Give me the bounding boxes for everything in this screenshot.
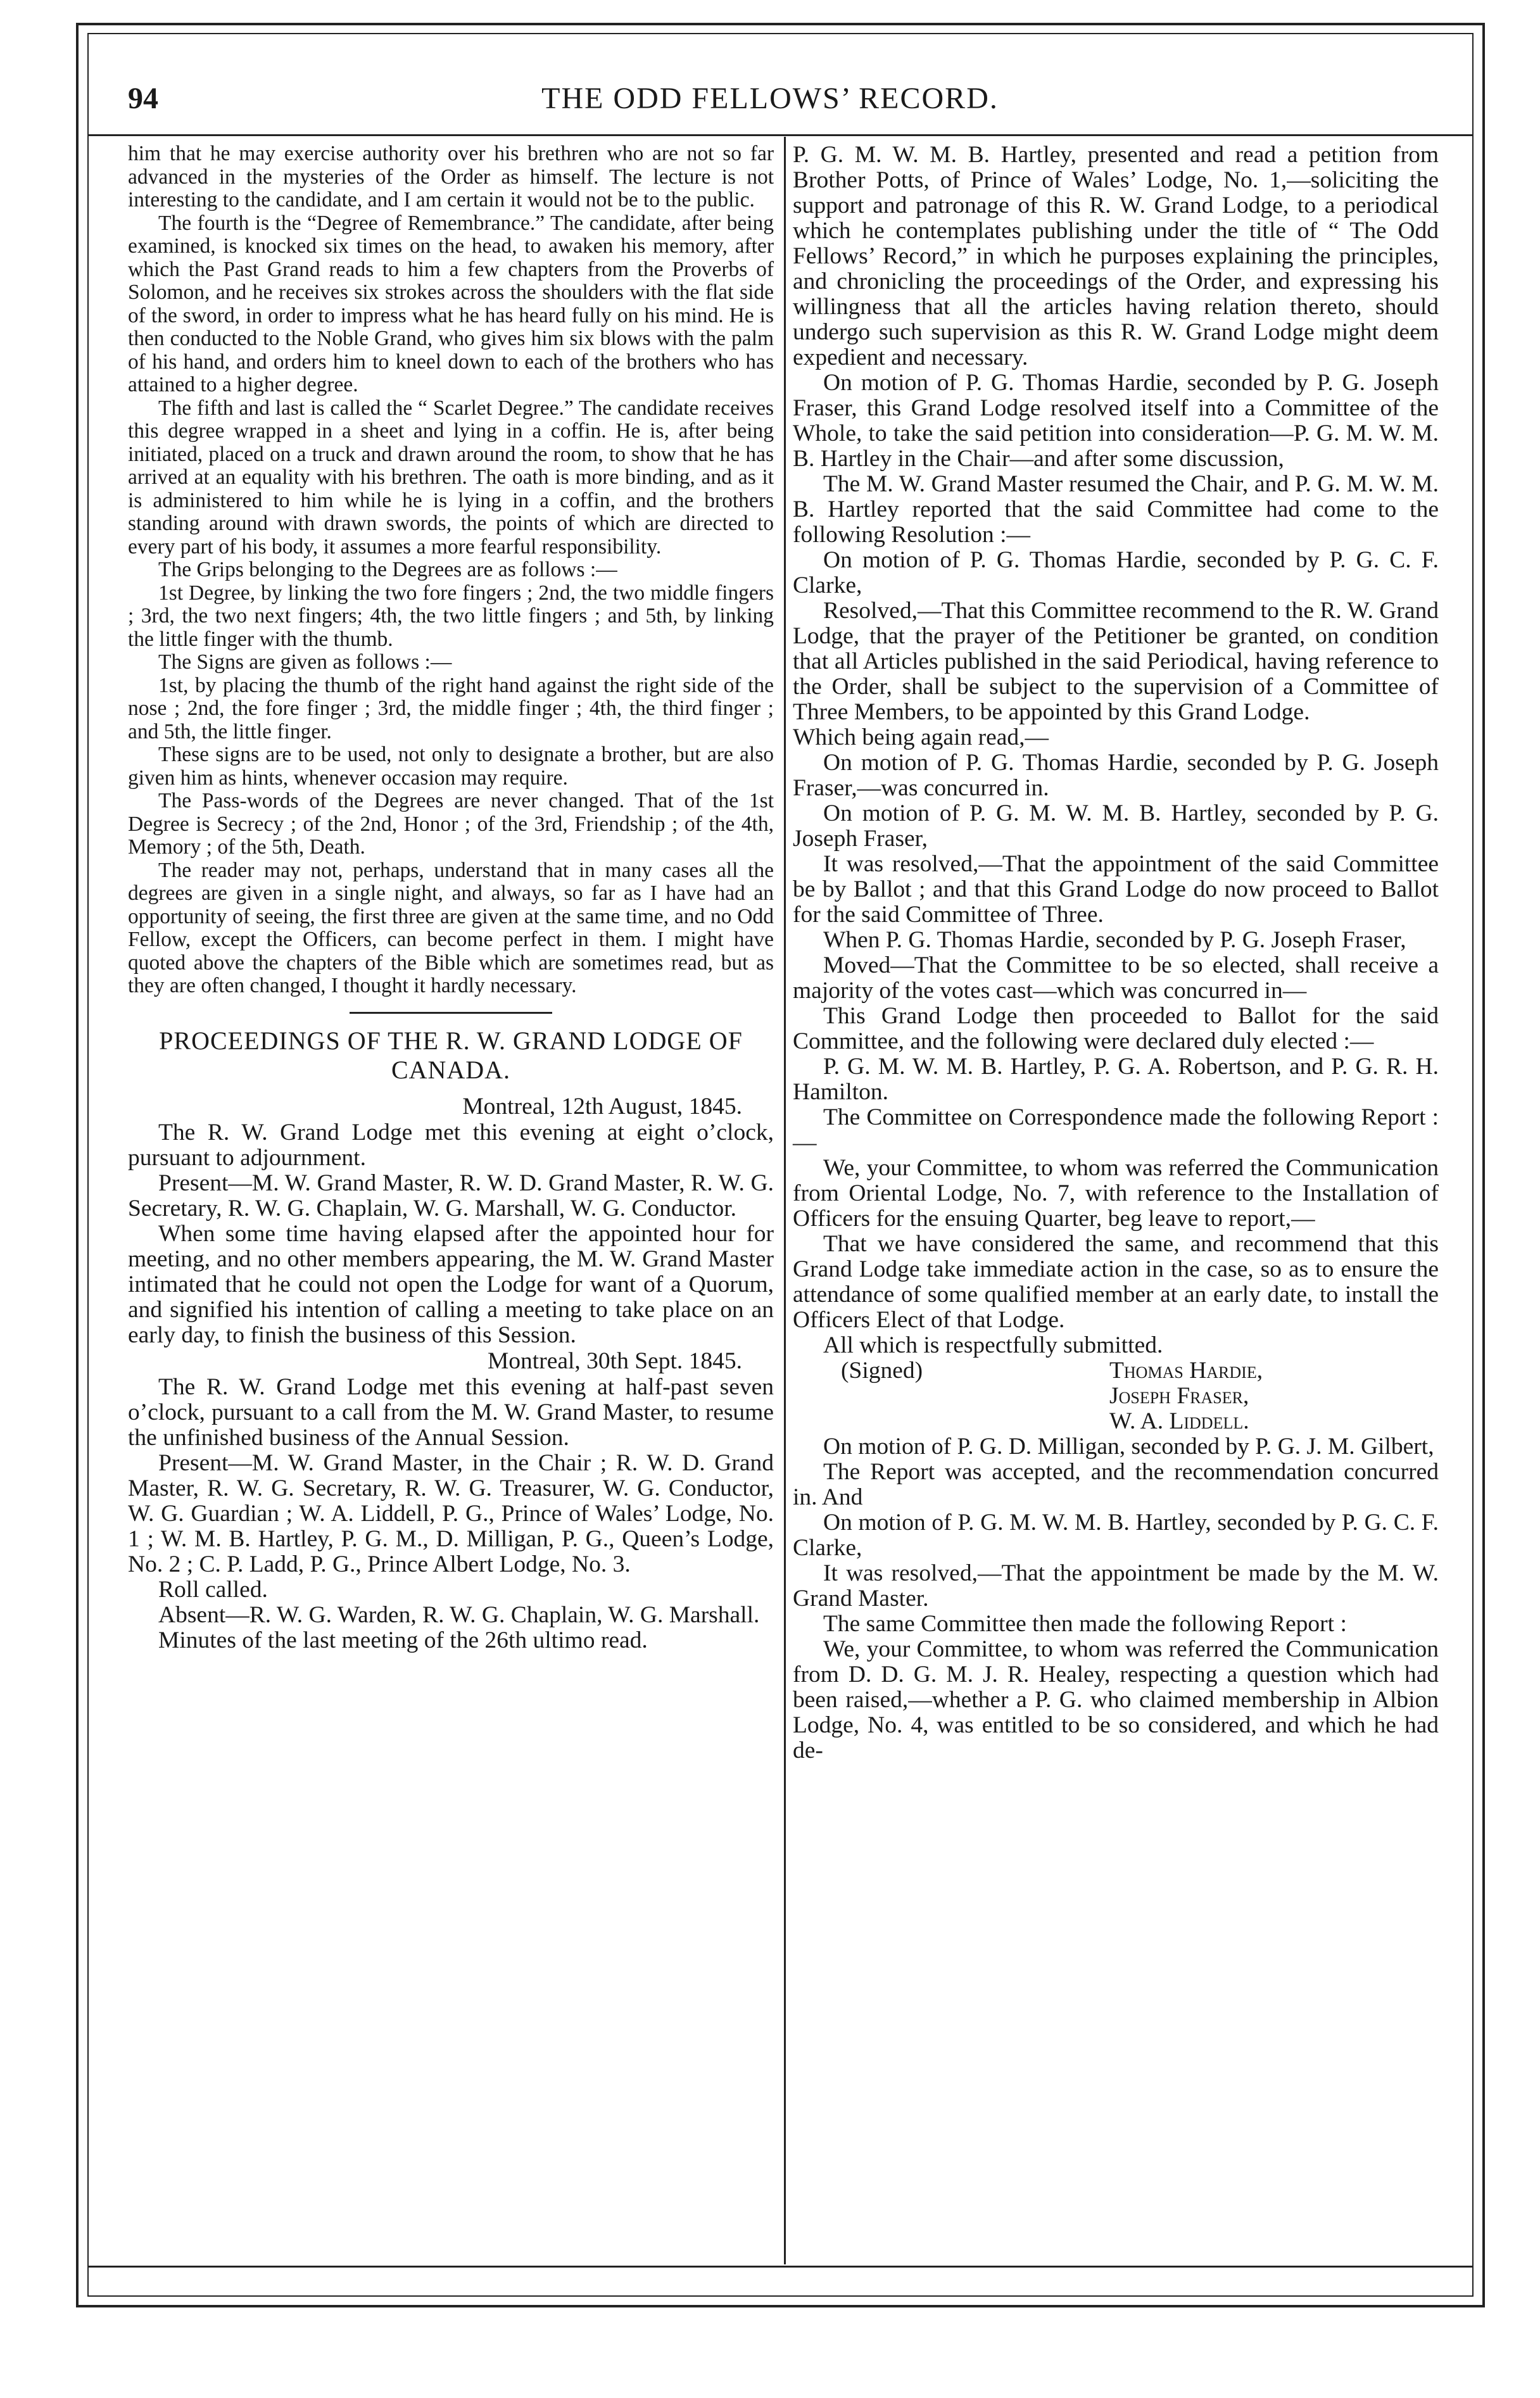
paragraph: It was resolved,—That the appointment of the said Committee be by Ballot ; and that this Grand Lodge do now proceed to Ballot for the said Committee of Three. [793, 851, 1439, 928]
paragraph: We, your Committee, to whom was referred the Communication from Oriental Lodge, No. 7, with reference to the Installation of Officers for the ensuing Quarter, beg leave to report,— [793, 1155, 1439, 1232]
paragraph: It was resolved,—That the appointment be made by the M. W. Grand Master. [793, 1560, 1439, 1612]
paragraph: 1st, by placing the thumb of the right hand against the right side of the nose ; 2nd, the fore finger ; 3rd, the middle finger ; 4th, the third finger ; and 5th, the little finger. [128, 673, 774, 743]
paragraph: 1st Degree, by linking the two fore fingers ; 2nd, the two middle fingers ; 3rd, the two next fingers; 4th, the two little fingers ; and 5th, by linking the little finger with the thumb. [128, 581, 774, 651]
signature-name: Joseph Fraser, [1109, 1383, 1249, 1409]
signature-block [793, 1358, 1439, 1434]
signature-name: W. A. Liddell. [1109, 1408, 1249, 1434]
paragraph: That we have considered the same, and recommend that this Grand Lodge take immediate action in the case, so as to ensure the attendance of some qualified member at an early date, to install the Officers Elect of that Lodge. [793, 1231, 1439, 1333]
header-rule [89, 134, 1473, 136]
paragraph: The same Committee then made the following Report : [823, 1611, 1347, 1637]
paragraph: On motion of P. G. M. W. M. B. Hartley, seconded by P. G. Joseph Fraser, [793, 800, 1439, 852]
paragraph: The Committee on Correspondence made the following Report :— [793, 1104, 1439, 1156]
paragraph: On motion of P. G. Thomas Hardie, seconded by P. G. Joseph Fraser, this Grand Lodge resolved itself into a Committee of the Whole, to take the said petition into consideration—P. G. M. W. M. B. Hartley in the Chair—and after some discussion, [793, 370, 1439, 472]
paragraph: All which is respectfully submitted. [823, 1332, 1163, 1358]
paragraph: On motion of P. G. Thomas Hardie, seconded by P. G. C. F. Clarke, [793, 547, 1439, 598]
section-title: PROCEEDINGS OF THE R. W. GRAND LODGE OF CANADA. [159, 1026, 743, 1084]
column-divider [784, 137, 786, 2264]
paragraph: The fourth is the “Degree of Remembrance.” The candidate, after being examined, is knocked six times on the head, to awaken his memory, after which the Past Grand reads to him a few chapters from the Proverbs of Solomon, and he receives six strokes across the shoulders with the flat side of the sword, in order to impress what he has heard fully on his mind. He is then conducted to the Noble Grand, who gives him six blows with the palm of his hand, and orders him to kneel down to each of the brothers who has attained to a higher degree. [128, 211, 774, 396]
paragraph: Resolved,—That this Committee recommend to the R. W. Grand Lodge, that the prayer of the Petitioner be granted, on condition that all Articles published in the said Periodical, having reference to the Order, shall be subject to the supervision of a Committee of Three Members, to be appointed by this Grand Lodge. [793, 598, 1439, 725]
paragraph: The fifth and last is called the “ Scarlet Degree.” The candidate receives this degree wrapped in a sheet and lying in a coffin. He is, after being initiated, placed on a truck and drawn around the room, to show that he has arrived at an equality with his brethren. The oath is more binding, and as it is administered to him while he is lying in a coffin, and the brothers standing around with drawn swords, the points of which are directed to every part of his body, it assumes a more fearful responsibility. [128, 396, 774, 558]
paragraph: P. G. M. W. M. B. Hartley, P. G. A. Robertson, and P. G. R. H. Hamilton. [793, 1054, 1439, 1105]
paragraph: Moved—That the Committee to be so elected, shall receive a majority of the votes cast—which was concurred in— [793, 952, 1439, 1004]
paragraph: P. G. M. W. M. B. Hartley, presented and read a petition from Brother Potts, of Prince of Wales’ Lodge, No. 1,—soliciting the support and patronage of this R. W. Grand Lodge, to a periodical which he contemplates publishing under the title of “ The Odd Fellows’ Record,” in which he purposes explaining the principles, and chronicling the proceedings of the Order, and expressing his willingness that all the articles having relation thereto, should undergo such supervision as this R. W. Grand Lodge might deem expedient and necessary. [793, 142, 1439, 370]
paragraph: Minutes of the last meeting of the 26th ultimo read. [158, 1627, 648, 1653]
paragraph: The Signs are given as follows :— [158, 650, 452, 674]
signed-label: (Signed) [841, 1358, 923, 1384]
right-column [793, 142, 1439, 1764]
dateline: Montreal, 12th August, 1845. [462, 1093, 742, 1120]
paragraph: On motion of P. G. D. Milligan, seconded by P. G. J. M. Gilbert, [823, 1434, 1434, 1460]
section-divider [350, 1012, 552, 1014]
paragraph: Absent—R. W. G. Warden, R. W. G. Chaplain, W. G. Marshall. [158, 1601, 760, 1628]
paragraph: When P. G. Thomas Hardie, seconded by P. G. Joseph Fraser, [823, 927, 1406, 953]
paragraph: Present—M. W. Grand Master, R. W. D. Grand Master, R. W. G. Secretary, R. W. G. Chaplain, W. G. Marshall, W. G. Conductor. [128, 1170, 774, 1221]
signature-names [1109, 1358, 1439, 1434]
page-number: 94 [128, 82, 158, 115]
signature-name: Thomas Hardie, [1109, 1358, 1263, 1384]
paragraph: On motion of P. G. M. W. M. B. Hartley, seconded by P. G. C. F. Clarke, [793, 1510, 1439, 1561]
footer-rule [89, 2266, 1473, 2268]
paragraph: On motion of P. G. Thomas Hardie, seconded by P. G. Joseph Fraser,—was concurred in. [793, 750, 1439, 801]
paragraph: These signs are to be used, not only to designate a brother, but are also given him as hints, whenever occasion may require. [128, 743, 774, 790]
paragraph: Present—M. W. Grand Master, in the Chair ; R. W. D. Grand Master, R. W. G. Secretary, R. W. G. Treasurer, W. G. Conductor, W. G. Guardian ; W. A. Liddell, P. G., Prince of Wales’ Lodge, No. 1 ; W. M. B. Hartley, P. G. M., D. Milligan, P. G., Queen’s Lodge, No. 2 ; C. P. Ladd, P. G., Prince Albert Lodge, No. 3. [128, 1449, 774, 1577]
paragraph: The R. W. Grand Lodge met this evening at eight o’clock, pursuant to adjournment. [128, 1119, 774, 1171]
paragraph: The Pass-words of the Degrees are never changed. That of the 1st Degree is Secrecy ; of the 2nd, Honor ; of the 3rd, Friendship ; of the 4th, Memory ; of the 5th, Death. [128, 789, 774, 859]
paragraph: We, your Committee, to whom was referred the Communication from D. D. G. M. J. R. Healey, respecting a question which had been raised,—whether a P. G. who claimed membership in Albion Lodge, No. 4, was entitled to be so considered, and which he had de- [793, 1636, 1439, 1764]
dateline: Montreal, 30th Sept. 1845. [487, 1347, 742, 1374]
paragraph: The Report was accepted, and the recommendation concurred in. And [793, 1459, 1439, 1510]
paragraph: When some time having elapsed after the appointed hour for meeting, and no other members appearing, the M. W. Grand Master intimated that he could not open the Lodge for want of a Quorum, and signified his intention of calling a meeting to take place on an early day, to finish the business of this Session. [128, 1220, 774, 1348]
paragraph: The reader may not, perhaps, understand that in many cases all the degrees are given in a single night, and always, so far as I have had an opportunity of seeing, the first three are given at the same time, and no Odd Fellow, except the Officers, can become perfect in them. I might have quoted above the chapters of the Bible which are sometimes read, but as they are often changed, I thought it hardly necessary. [128, 858, 774, 997]
left-column [128, 142, 774, 1653]
paragraph: Roll called. [158, 1576, 268, 1603]
paragraph: him that he may exercise authority over his brethren who are not so far advanced in the mysteries of the Order as himself. The lecture is not interesting to the candidate, and I am certain it would not be to the public. [128, 142, 774, 211]
paragraph: The M. W. Grand Master resumed the Chair, and P. G. M. W. M. B. Hartley reported that the said Committee had come to the following Resolution :— [793, 471, 1439, 548]
paragraph: Which being again read,— [793, 724, 1049, 750]
paragraph: The Grips belonging to the Degrees are as follows :— [158, 558, 617, 581]
paragraph: This Grand Lodge then proceeded to Ballot for the said Committee, and the following were declared duly elected :— [793, 1003, 1439, 1054]
paragraph: The R. W. Grand Lodge met this evening at half-past seven o’clock, pursuant to a call from the M. W. Grand Master, to resume the unfinished business of the Annual Session. [128, 1373, 774, 1451]
running-title: THE ODD FELLOWS’ RECORD. [541, 82, 999, 115]
